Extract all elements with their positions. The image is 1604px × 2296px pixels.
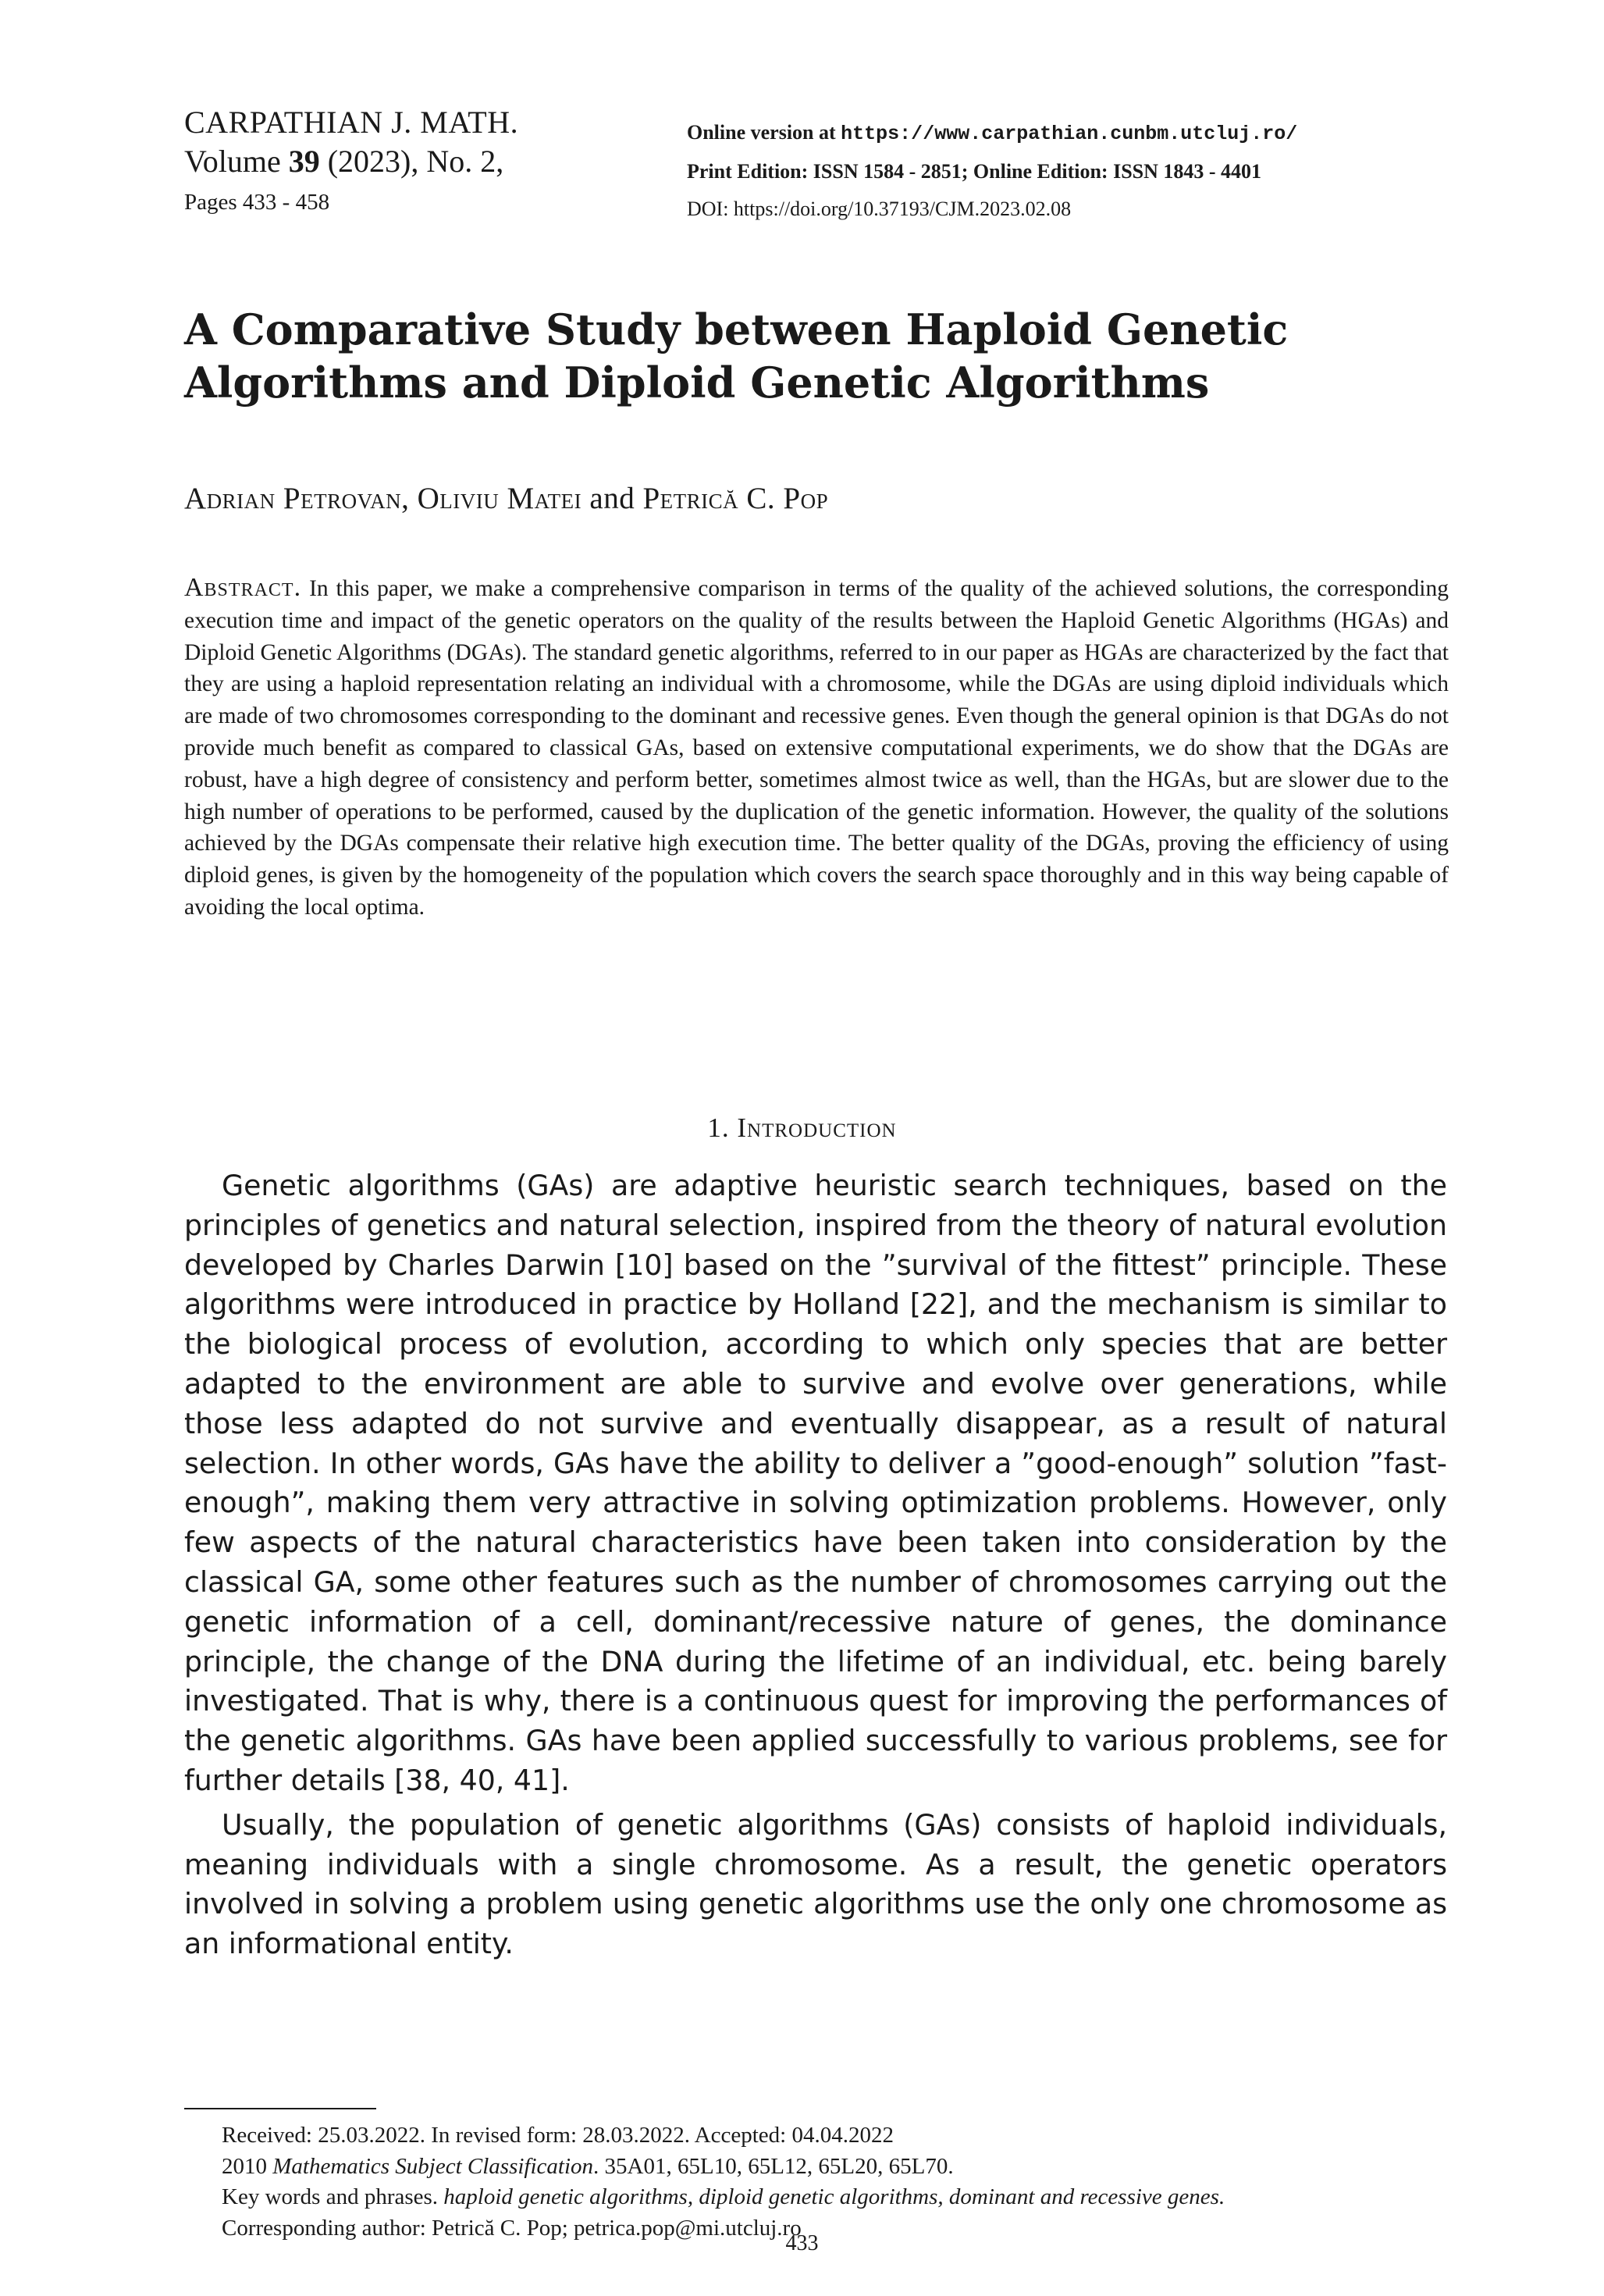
author-separator: ,	[401, 482, 410, 515]
doi-link[interactable]: DOI: https://doi.org/10.37193/CJM.2023.02.08	[687, 198, 1072, 220]
section-title: Introduction	[737, 1112, 897, 1143]
title-line-2: Algorithms and Diploid Genetic Algorithms	[184, 358, 1210, 408]
journal-header	[184, 103, 1472, 236]
body-text	[184, 1166, 1447, 1964]
msc-prefix: 2010	[222, 2153, 267, 2179]
msc-classification	[222, 2152, 1447, 2183]
received-dates: Received: 25.03.2022. In revised form: 28.03.2022. Accepted: 04.04.2022	[222, 2123, 894, 2148]
keywords-label: Key words and phrases.	[222, 2184, 439, 2209]
issn-line: Print Edition: ISSN 1584 - 2851; Online Edition: ISSN 1843 - 4401	[687, 160, 1262, 183]
author-name: Petrică C. Pop	[642, 482, 829, 515]
abstract-heading: Abstract.	[184, 573, 302, 602]
volume-number: 39	[288, 144, 320, 179]
keywords	[222, 2182, 1447, 2213]
online-url-link[interactable]: https://www.carpathian.cunbm.utcluj.ro/	[841, 123, 1298, 145]
author-name: Adrian Petrovan	[184, 482, 402, 515]
page-number: 433	[785, 2231, 819, 2255]
journal-name: CARPATHIAN J. MATH.	[184, 105, 519, 140]
section-number: 1.	[707, 1112, 730, 1143]
title-line-1: A Comparative Study between Haploid Genetic	[184, 304, 1289, 354]
online-version	[687, 114, 1297, 153]
author-list	[184, 479, 828, 518]
msc-codes: . 35A01, 65L10, 65L12, 65L20, 65L70.	[593, 2153, 954, 2179]
volume-prefix: Volume	[184, 144, 281, 179]
paragraph: Usually, the population of genetic algorithms (GAs) consists of haploid individuals, meaning individuals with a single chromosome. As a result, the genetic operators involved in solving a problem using genetic algorithms use the only one chromosome as an informational entity.	[184, 1807, 1447, 1961]
publication-info	[687, 114, 1297, 228]
journal-info	[184, 103, 518, 220]
corresponding-author: Corresponding author: Petrică C. Pop; petrica.pop@mi.utcluj.ro	[222, 2215, 802, 2241]
online-label: Online version at	[687, 121, 836, 144]
abstract	[184, 572, 1449, 924]
abstract-text: In this paper, we make a comprehensive comparison in terms of the quality of the achieved solutions, the corresponding execution time and impact of the genetic operators on the quality of the results between the Haploid Genetic Algorithms (HGAs) and Diploid Genetic Algorithms (DGAs). The standard genetic algorithms, referred to in our paper as HGAs are characterized by the fact that they are using a haploid representation relating an individual with a chromosome, while the DGAs are using diploid individuals which are made of two chromosomes corresponding to the dominant and recessive genes. Even though the general opinion is that DGAs do not provide much benefit as compared to classical GAs, based on extensive computational experiments, we do show that the DGAs are robust, have a high degree of consistency and perform better, sometimes almost twice as well, than the HGAs, but are slower due to the high number of operations to be performed, caused by the duplication of the genetic information. However, the quality of the solutions achieved by the DGAs compensate their relative high execution time. The better quality of the DGAs, proving the efficiency of using diploid genes, is given by the homogeneity of the population which covers the search space thoroughly and in this way being capable of avoiding the local optima.	[184, 576, 1449, 920]
footnote-divider	[184, 2108, 376, 2109]
author-conjunction: and	[589, 482, 635, 515]
journal-volume	[184, 142, 518, 181]
journal-pages: Pages 433 - 458	[184, 190, 330, 215]
author-name: Oliviu Matei	[417, 482, 582, 515]
paragraph: Genetic algorithms (GAs) are adaptive heuristic search techniques, based on the principles of genetics and natural selection, inspired from the theory of natural evolution developed by Charles Darwin [10] based on the ”survival of the fittest” principle. These algorithms were introduced in practice by Holland [22], and the mechanism is similar to the biological process of evolution, according to which only species that are better adapted to the environment are able to survive and evolve over generations, while those less adapted do not survive and eventually disappear, as a result of natural selection. In other words, GAs have the ability to deliver a ”good-enough” solution ”fast-enough”, making them very attractive in solving optimization problems. However, only few aspects of the natural characteristics have been taken into consideration by the classical GA, some other features such as the number of chromosomes carrying out the genetic information of a cell, dominant/recessive nature of genes, the dominance principle, the change of the DNA during the lifetime of an individual, etc. being barely investigated. That is why, there is a continuous quest for improving the performances of the genetic algorithms. GAs have been applied successfully to various problems, see for further details [38, 40, 41].	[184, 1169, 1447, 1797]
paper-title	[184, 303, 1433, 409]
msc-label: Mathematics Subject Classification	[272, 2153, 594, 2179]
footnotes	[222, 2120, 1447, 2244]
section-heading	[0, 1112, 1604, 1144]
keywords-text: haploid genetic algorithms, diploid genetic algorithms, dominant and recessive genes.	[443, 2184, 1225, 2209]
volume-suffix: (2023), No. 2,	[327, 144, 504, 179]
